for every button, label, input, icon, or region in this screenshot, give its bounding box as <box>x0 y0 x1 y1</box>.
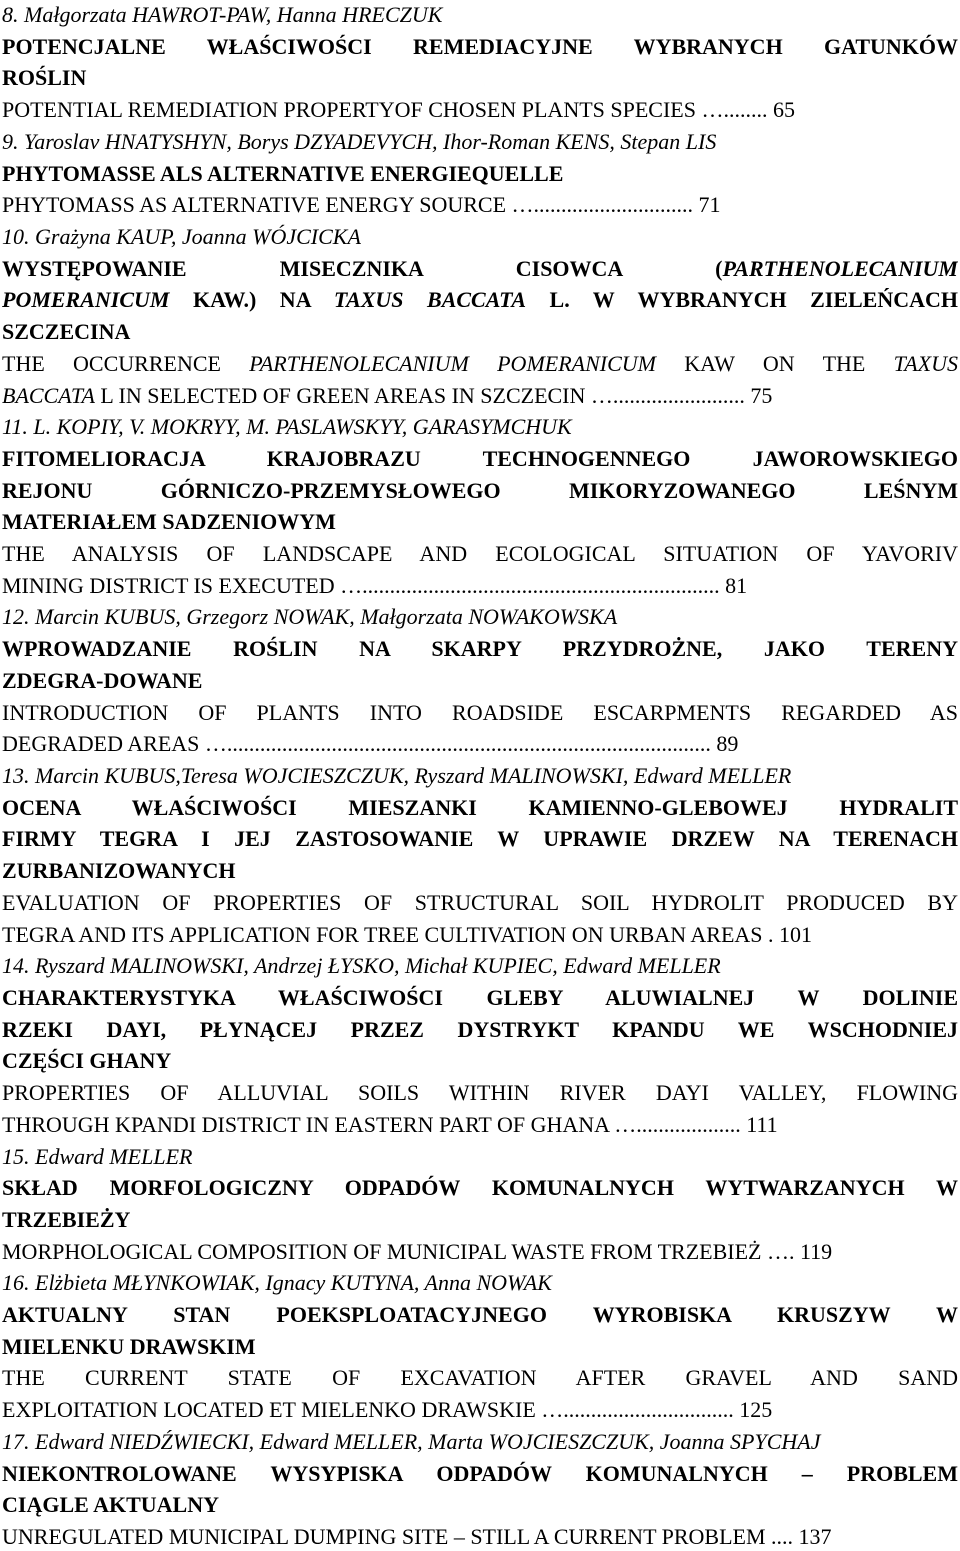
entry-10-title-pl-text: KAW.) NA <box>169 287 334 312</box>
entry-10-title-pl: SZCZECINA <box>2 319 131 344</box>
entry-8-title-pl: ROŚLIN <box>2 65 87 90</box>
entry-11-authors: 11. L. KOPIY, V. MOKRYY, M. PASLAWSKYY, GARASYMCHUK <box>2 414 572 439</box>
entry-14-title-en: THROUGH KPANDI DISTRICT IN EASTERN PART OF GHANA …................... 111 <box>2 1112 778 1137</box>
entry-10-title-pl-species: PARTHENOLECANIUM <box>722 256 958 281</box>
entry-10-title-en-species: PARTHENOLECANIUM POMERANICUM <box>249 351 656 376</box>
entry-17-title-pl: NIEKONTROLOWANE WYSYPISKA ODPADÓW KOMUNALNYCH – PROBLEM <box>2 1461 958 1486</box>
entry-11-title-en: MINING DISTRICT IS EXECUTED …................................................................. 81 <box>2 573 748 598</box>
entry-13-authors: 13. Marcin KUBUS,Teresa WOJCIESZCZUK, Ryszard MALINOWSKI, Edward MELLER <box>2 763 792 788</box>
entry-13-title-pl: OCENA WŁAŚCIWOŚCI MIESZANKI KAMIENNO-GLEBOWEJ HYDRALIT <box>2 795 958 820</box>
entry-9-authors: 9. Yaroslav HNATYSHYN, Borys DZYADEVYCH, Ihor-Roman KENS, Stepan LIS <box>2 129 717 154</box>
entry-11-title-pl: MATERIAŁEM SADZENIOWYM <box>2 509 336 534</box>
entry-17-authors: 17. Edward NIEDŹWIECKI, Edward MELLER, Marta WOJCIESZCZUK, Joanna SPYCHAJ <box>2 1429 821 1454</box>
entry-10-title-en <box>2 381 958 410</box>
entry-14-title-en: PROPERTIES OF ALLUVIAL SOILS WITHIN RIVER DAYI VALLEY, FLOWING <box>2 1080 958 1105</box>
entry-15-title-pl: TRZEBIEŻY <box>2 1207 131 1232</box>
entry-10-title-pl <box>2 285 958 314</box>
entry-14-title-pl: RZEKI DAYI, PŁYNĄCEJ PRZEZ DYSTRYKT KPANDU WE WSCHODNIEJ <box>2 1017 958 1042</box>
entry-13-title-en: TEGRA AND ITS APPLICATION FOR TREE CULTIVATION ON URBAN AREAS . 101 <box>2 922 813 947</box>
entry-12-title-pl: ZDEGRA-DOWANE <box>2 668 203 693</box>
entry-14-title-pl: CZĘŚCI GHANY <box>2 1048 172 1073</box>
entry-13-title-pl: FIRMY TEGRA I JEJ ZASTOSOWANIE W UPRAWIE DRZEW NA TERENACH <box>2 826 958 851</box>
entry-15-title-en: MORPHOLOGICAL COMPOSITION OF MUNICIPAL WASTE FROM TRZEBIEŻ …. 119 <box>2 1239 833 1264</box>
entry-16-title-pl: AKTUALNY STAN POEKSPLOATACYJNEGO WYROBISKA KRUSZYW W <box>2 1302 958 1327</box>
entry-13-title-pl: ZURBANIZOWANYCH <box>2 858 236 883</box>
entry-10-title-en-species: BACCATA <box>2 383 95 408</box>
entry-10-title-pl-species: POMERANICUM <box>2 287 170 312</box>
entry-10-title-pl-text: L. W WYBRANYCH ZIELEŃCACH <box>526 287 958 312</box>
entry-11-title-pl: REJONU GÓRNICZO-PRZEMYSŁOWEGO MIKORYZOWANEGO LEŚNYM <box>2 478 958 503</box>
entry-17-title-pl: CIĄGLE AKTUALNY <box>2 1492 219 1517</box>
entry-15-title-pl: SKŁAD MORFOLOGICZNY ODPADÓW KOMUNALNYCH WYTWARZANYCH W <box>2 1175 958 1200</box>
entry-10-title-pl <box>2 254 958 283</box>
entry-10-title-pl-species: TAXUS BACCATA <box>333 287 527 312</box>
entry-17-title-en: UNREGULATED MUNICIPAL DUMPING SITE – STILL A CURRENT PROBLEM .... 137 <box>2 1524 832 1549</box>
entry-16-title-en: THE CURRENT STATE OF EXCAVATION AFTER GRAVEL AND SAND <box>2 1365 958 1390</box>
entry-12-authors: 12. Marcin KUBUS, Grzegorz NOWAK, Małgorzata NOWAKOWSKA <box>2 604 618 629</box>
entry-10-title-pl-text: WYSTĘPOWANIE MISECZNIKA CISOWCA ( <box>2 256 723 281</box>
entry-12-title-pl: WPROWADZANIE ROŚLIN NA SKARPY PRZYDROŻNE, JAKO TERENY <box>2 636 958 661</box>
entry-10-title-en-text: KAW ON THE <box>655 351 894 376</box>
entry-11-title-pl: FITOMELIORACJA KRAJOBRAZU TECHNOGENNEGO JAWOROWSKIEGO <box>2 446 958 471</box>
entry-13-title-en: EVALUATION OF PROPERTIES OF STRUCTURAL SOIL HYDROLIT PRODUCED BY <box>2 890 958 915</box>
entry-8-title-pl: POTENCJALNE WŁAŚCIWOŚCI REMEDIACYJNE WYBRANYCH GATUNKÓW <box>2 34 958 59</box>
entry-10-title-en-species: TAXUS <box>893 351 958 376</box>
entry-15-authors: 15. Edward MELLER <box>2 1144 193 1169</box>
entry-10-title-en-text: L IN SELECTED OF GREEN AREAS IN SZCZECIN …........................ 75 <box>94 383 773 408</box>
entry-14-title-pl: CHARAKTERYSTYKA WŁAŚCIWOŚCI GLEBY ALUWIALNEJ W DOLINIE <box>2 985 958 1010</box>
entry-11-title-en: THE ANALYSIS OF LANDSCAPE AND ECOLOGICAL SITUATION OF YAVORIV <box>2 541 958 566</box>
entry-16-title-pl: MIELENKU DRAWSKIM <box>2 1334 256 1359</box>
entry-9-title-pl: PHYTOMASSE ALS ALTERNATIVE ENERGIEQUELLE <box>2 161 564 186</box>
entry-10-authors: 10. Grażyna KAUP, Joanna WÓJCICKA <box>2 224 361 249</box>
entry-8-title-en: POTENTIAL REMEDIATION PROPERTYOF CHOSEN PLANTS SPECIES …........ 65 <box>2 97 795 122</box>
entry-9-title-en: PHYTOMASS AS ALTERNATIVE ENERGY SOURCE …............................. 71 <box>2 192 721 217</box>
entry-12-title-en: INTRODUCTION OF PLANTS INTO ROADSIDE ESCARPMENTS REGARDED AS <box>2 700 958 725</box>
entry-14-authors: 14. Ryszard MALINOWSKI, Andrzej ŁYSKO, Michał KUPIEC, Edward MELLER <box>2 953 721 978</box>
entry-12-title-en: DEGRADED AREAS …........................................................................................ 89 <box>2 731 739 756</box>
entry-8-authors: 8. Małgorzata HAWROT-PAW, Hanna HRECZUK <box>2 2 443 27</box>
entry-16-title-en: EXPLOITATION LOCATED ET MIELENKO DRAWSKIE …............................... 125 <box>2 1397 773 1422</box>
entry-16-authors: 16. Elżbieta MŁYNKOWIAK, Ignacy KUTYNA, Anna NOWAK <box>2 1270 552 1295</box>
entry-10-title-en-text: THE OCCURRENCE <box>2 351 250 376</box>
entry-10-title-en <box>2 349 958 378</box>
